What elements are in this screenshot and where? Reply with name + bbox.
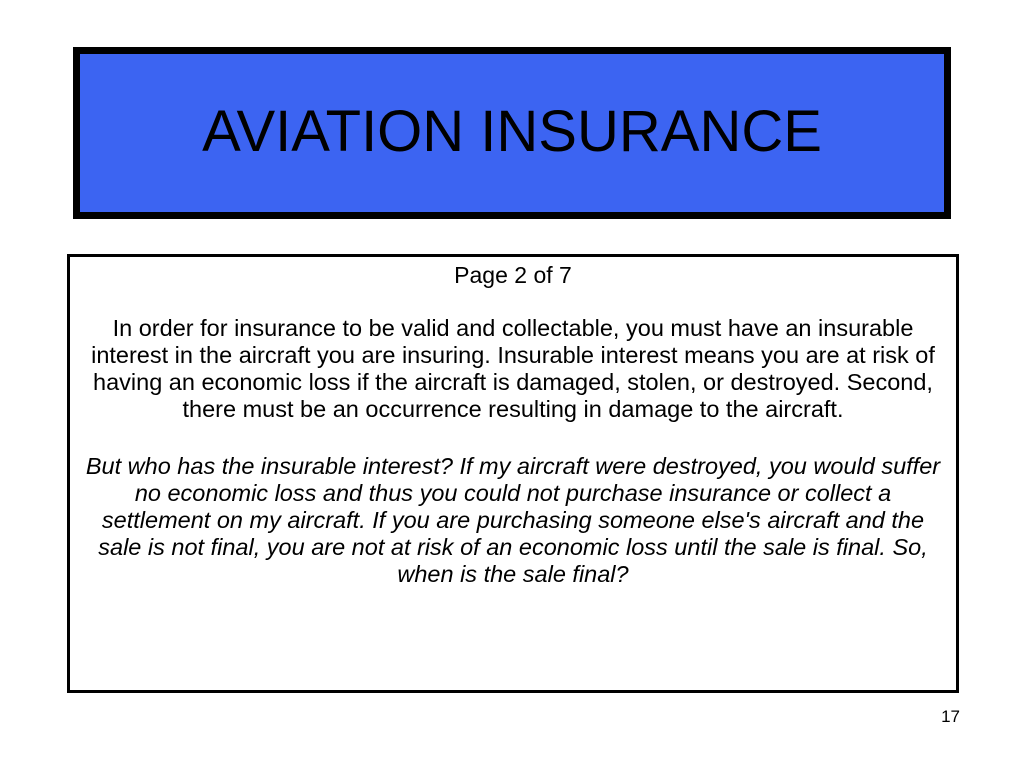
- paragraph-sale-final-question: But who has the insurable interest? If my aircraft were destroyed, you would suffer no economic loss and thus you could not purchase insurance or collect a settlement on my aircraft. If you are purchasing someone else's aircraft and the sale is not final, you are not at risk of an economic loss until the sale is final. So, when is the sale final?: [85, 453, 941, 587]
- content-box: [67, 254, 959, 693]
- slide-title: AVIATION INSURANCE: [202, 99, 822, 164]
- page-indicator: Page 2 of 7: [454, 262, 572, 288]
- paragraph-insurable-interest: In order for insurance to be valid and collectable, you must have an insurable interest in the aircraft you are insuring. Insurable interest means you are at risk of having an economic loss if the aircraft is damaged, stolen, or destroyed. Second, there must be an occurrence resulting in damage to the aircraft.: [91, 315, 935, 422]
- slide-number: 17: [941, 707, 960, 726]
- title-banner: [73, 47, 951, 219]
